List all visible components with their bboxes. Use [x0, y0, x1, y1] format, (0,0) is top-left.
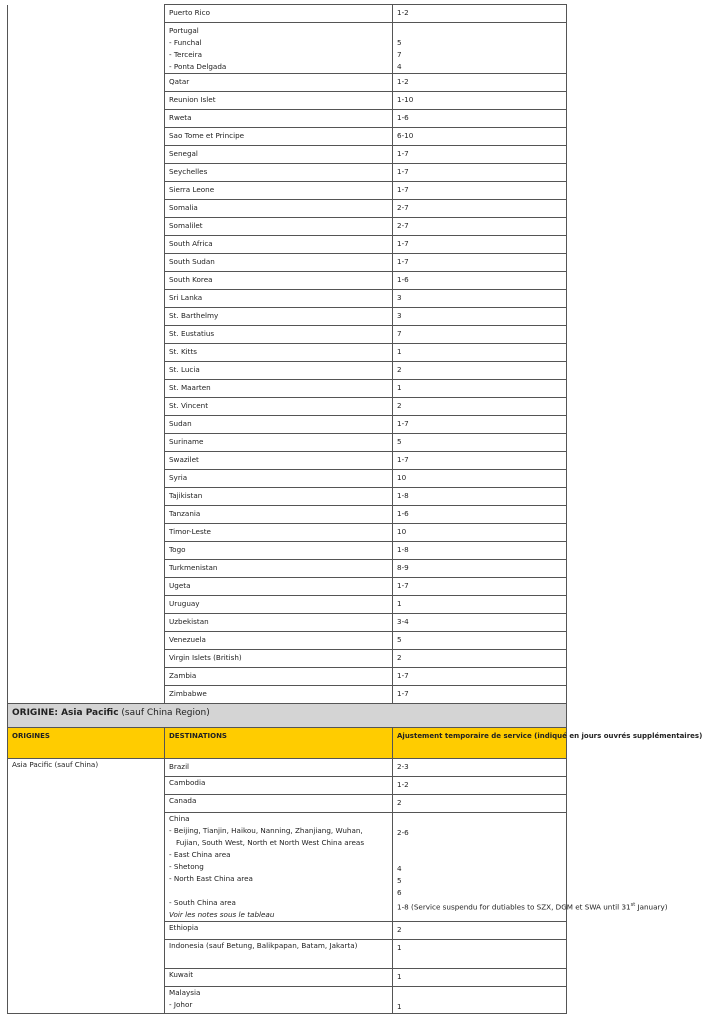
table-row — [8, 272, 567, 290]
origin-cell — [8, 254, 165, 272]
table-row — [8, 236, 567, 254]
destination-name: Rweta — [169, 113, 192, 122]
destination-cell — [165, 506, 393, 524]
origin-cell — [8, 542, 165, 560]
table-row — [8, 200, 567, 218]
header-label: Ajustement temporaire de service (indiqué en jours ouvrés supplémentaires) — [397, 732, 702, 740]
sub-destination: - South China area — [169, 898, 236, 907]
header-label: ORIGINES — [12, 732, 50, 740]
destination-cell — [165, 940, 393, 969]
table-row — [8, 452, 567, 470]
destination-cell — [165, 470, 393, 488]
destination-name: Canada — [169, 796, 197, 805]
adjustment-cell — [393, 182, 567, 200]
adjustment-days: 1-7 — [397, 239, 409, 248]
adjustment-cell — [393, 416, 567, 434]
adjustment-days: 10 — [397, 527, 407, 536]
adjustment-days: 2-6 — [397, 828, 409, 837]
table-row — [8, 218, 567, 236]
destination-cell — [165, 813, 393, 922]
origin-cell — [8, 470, 165, 488]
section-heading — [8, 704, 567, 728]
destination-cell — [165, 128, 393, 146]
table-row — [8, 506, 567, 524]
sub-destination: - Terceira — [169, 50, 202, 59]
origin-cell — [8, 506, 165, 524]
origin-cell — [8, 650, 165, 668]
header-origines — [8, 728, 165, 759]
destination-name: St. Vincent — [169, 401, 209, 410]
adjustment-days: 1-2 — [397, 77, 409, 86]
destination-name: Zambia — [169, 671, 197, 680]
adjustment-cell — [393, 326, 567, 344]
adjustment-days: 1-7 — [397, 419, 409, 428]
adjustment-days: 6-10 — [397, 131, 414, 140]
adjustment-cell — [393, 813, 668, 922]
origin-cell — [8, 434, 165, 452]
destination-cell — [165, 614, 393, 632]
header-label: DESTINATIONS — [169, 732, 227, 740]
table-row — [8, 614, 567, 632]
adjustment-cell — [393, 650, 567, 668]
adjustment-cell — [393, 146, 567, 164]
destination-cell — [165, 380, 393, 398]
origin-cell — [8, 92, 165, 110]
destination-name: Syria — [169, 473, 188, 482]
adjustment-days: 2 — [397, 401, 402, 410]
destination-name: Tajikistan — [169, 491, 203, 500]
adjustment-days: 1-8 — [397, 545, 409, 554]
header-ajustement — [393, 728, 702, 759]
superscript: st — [630, 902, 636, 908]
destination-name: Ethiopia — [169, 923, 199, 932]
destination-cell — [165, 416, 393, 434]
adjustment-cell — [393, 686, 567, 704]
adjustment-cell — [393, 759, 567, 777]
adjustment-days: 5 — [397, 38, 402, 47]
adjustment-cell — [393, 795, 567, 813]
origin-cell — [8, 23, 165, 74]
origin-cell — [8, 182, 165, 200]
destination-name: Timor-Leste — [169, 527, 211, 536]
destination-cell — [165, 596, 393, 614]
table-row — [8, 759, 567, 777]
adjustment-days: 1 — [397, 972, 402, 981]
adjustment-days: 6 — [397, 888, 402, 897]
destination-name: Turkmenistan — [169, 563, 218, 572]
table-row — [8, 578, 567, 596]
adjustment-cell — [393, 272, 567, 290]
destination-cell — [165, 290, 393, 308]
adjustment-cell — [393, 92, 567, 110]
origin-cell — [8, 398, 165, 416]
origin-cell — [8, 578, 165, 596]
adjustment-days: 2 — [397, 653, 402, 662]
adjustment-cell — [393, 5, 567, 23]
adjustment-days: 2 — [397, 365, 402, 374]
adjustment-days: 2 — [397, 925, 402, 934]
destination-name: Malaysia — [169, 988, 201, 997]
adjustment-days: 1 — [397, 347, 402, 356]
origin-cell — [8, 759, 165, 1014]
adjustment-cell — [393, 470, 567, 488]
destination-name: St. Kitts — [169, 347, 198, 356]
destination-cell — [165, 632, 393, 650]
destination-name: Uruguay — [169, 599, 200, 608]
destination-cell — [165, 218, 393, 236]
destination-name: Togo — [169, 545, 186, 554]
destination-name: Virgin Islets (British) — [169, 653, 242, 662]
destination-cell — [165, 254, 393, 272]
adjustment-days: 1-2 — [397, 8, 409, 17]
origin-cell — [8, 560, 165, 578]
table-row — [8, 362, 567, 380]
origin-cell — [8, 128, 165, 146]
table-row — [8, 632, 567, 650]
table-row — [8, 416, 567, 434]
origin-name: Asia Pacific (sauf China) — [12, 760, 99, 769]
adjustment-cell — [393, 542, 567, 560]
destination-name: Cambodia — [169, 778, 206, 787]
adjustment-days: 4 — [397, 864, 402, 873]
origin-cell — [8, 200, 165, 218]
adjustment-cell — [393, 668, 567, 686]
destination-cell — [165, 759, 393, 777]
destination-cell — [165, 650, 393, 668]
destination-name: Venezuela — [169, 635, 206, 644]
section-heading-row — [8, 704, 567, 728]
destination-cell — [165, 236, 393, 254]
table-row — [8, 290, 567, 308]
adjustment-cell — [393, 344, 567, 362]
table-row — [8, 380, 567, 398]
destination-cell — [165, 362, 393, 380]
destination-name: South Korea — [169, 275, 213, 284]
header-destinations — [165, 728, 393, 759]
destination-name: Somalia — [169, 203, 198, 212]
table-row — [8, 326, 567, 344]
destination-name: Puerto Rico — [169, 8, 210, 17]
sub-destination: - Funchal — [169, 38, 202, 47]
adjustment-days: 1-6 — [397, 275, 409, 284]
destination-name: Reunion Islet — [169, 95, 216, 104]
table-row — [8, 398, 567, 416]
origin-cell — [8, 236, 165, 254]
destination-name: Sao Tome et Principe — [169, 131, 245, 140]
table-row — [8, 650, 567, 668]
adjustment-days: 1 — [397, 599, 402, 608]
adjustment-cell — [393, 308, 567, 326]
destination-cell — [165, 398, 393, 416]
adjustment-cell — [393, 164, 567, 182]
destination-name: China — [169, 814, 190, 823]
table-row — [8, 470, 567, 488]
table-row — [8, 542, 567, 560]
destination-cell — [165, 488, 393, 506]
adjustment-days: 1-7 — [397, 689, 409, 698]
adjustment-cell — [393, 614, 567, 632]
destination-name: Somalilet — [169, 221, 203, 230]
adjustment-days: 1-7 — [397, 167, 409, 176]
origin-cell — [8, 164, 165, 182]
adjustment-days: 10 — [397, 473, 407, 482]
table-row — [8, 308, 567, 326]
adjustment-cell — [393, 74, 567, 92]
adjustment-days: 3 — [397, 311, 402, 320]
destination-cell — [165, 578, 393, 596]
origin-cell — [8, 146, 165, 164]
adjustment-cell — [393, 777, 567, 795]
origin-cell — [8, 344, 165, 362]
table-row — [8, 23, 567, 74]
adjustment-cell — [393, 969, 567, 987]
origin-cell — [8, 596, 165, 614]
destination-name: St. Barthelmy — [169, 311, 219, 320]
destination-cell — [165, 795, 393, 813]
table-row — [8, 596, 567, 614]
adjustment-cell — [393, 632, 567, 650]
adjustment-text: January) — [635, 902, 668, 912]
destination-cell — [165, 164, 393, 182]
table-body — [8, 5, 702, 1014]
sub-destination: - North East China area — [169, 874, 253, 883]
adjustment-cell — [393, 434, 567, 452]
destination-cell — [165, 344, 393, 362]
destination-name: South Africa — [169, 239, 213, 248]
origin-cell — [8, 290, 165, 308]
adjustment-days: 5 — [397, 876, 402, 885]
adjustment-days: 4 — [397, 62, 402, 71]
destination-name: Brazil — [169, 762, 190, 771]
adjustment-cell — [393, 940, 567, 969]
adjustment-days: 8-9 — [397, 563, 409, 572]
sub-destination: - Beijing, Tianjin, Haikou, Nanning, Zhanjiang, Wuhan, Fujian, South West, North et North West China areas — [169, 826, 365, 847]
adjustment-days: 1-7 — [397, 671, 409, 680]
adjustment-cell — [393, 398, 567, 416]
origin-cell — [8, 5, 165, 23]
table-row — [8, 128, 567, 146]
destination-name: Qatar — [169, 77, 190, 86]
table-row — [8, 686, 567, 704]
destination-cell — [165, 969, 393, 987]
adjustment-days: 3-4 — [397, 617, 409, 626]
adjustment-days: 2-7 — [397, 203, 409, 212]
adjustment-cell — [393, 560, 567, 578]
destination-cell — [165, 668, 393, 686]
adjustment-days: 1 — [397, 943, 402, 952]
adjustment-days: 7 — [397, 329, 402, 338]
adjustment-cell — [393, 128, 567, 146]
adjustment-cell — [393, 362, 567, 380]
destination-cell — [165, 92, 393, 110]
destination-cell — [165, 524, 393, 542]
origin-cell — [8, 74, 165, 92]
destination-name: Suriname — [169, 437, 204, 446]
destination-name: Uzbekistan — [169, 617, 209, 626]
origin-cell — [8, 326, 165, 344]
adjustment-days: 1 — [397, 383, 402, 392]
destination-name: St. Lucia — [169, 365, 200, 374]
table-row — [8, 524, 567, 542]
destination-name: South Sudan — [169, 257, 215, 266]
section-heading-bold: ORIGINE: Asia Pacific — [12, 708, 119, 718]
adjustment-cell — [393, 922, 567, 940]
table-row — [8, 434, 567, 452]
origin-cell — [8, 668, 165, 686]
adjustment-days: 2 — [397, 798, 402, 807]
destination-cell — [165, 434, 393, 452]
destination-cell — [165, 200, 393, 218]
destination-name: Indonesia (sauf Betung, Balikpapan, Batam, Jakarta) — [169, 941, 358, 950]
origin-cell — [8, 308, 165, 326]
destination-cell — [165, 272, 393, 290]
adjustment-days: 1-8 — [397, 491, 409, 500]
destination-cell — [165, 987, 393, 1014]
table-row — [8, 92, 567, 110]
table-note: Voir les notes sous le tableau — [169, 910, 275, 919]
destination-name: Zimbabwe — [169, 689, 207, 698]
table-row — [8, 164, 567, 182]
adjustment-text: 1-8 (Service suspendu for dutiables to SZX, DGM et SWA until 31 — [397, 902, 631, 912]
destination-cell — [165, 5, 393, 23]
destination-cell — [165, 326, 393, 344]
origin-cell — [8, 686, 165, 704]
table-row — [8, 560, 567, 578]
origin-cell — [8, 488, 165, 506]
destination-cell — [165, 146, 393, 164]
adjustment-days: 1-6 — [397, 113, 409, 122]
table-row — [8, 668, 567, 686]
destination-cell — [165, 560, 393, 578]
destination-cell — [165, 308, 393, 326]
destination-name: Senegal — [169, 149, 198, 158]
adjustment-days: 5 — [397, 437, 402, 446]
origin-cell — [8, 272, 165, 290]
table-row — [8, 74, 567, 92]
adjustment-cell — [393, 236, 567, 254]
adjustment-days: 1-10 — [397, 95, 414, 104]
adjustment-cell — [393, 380, 567, 398]
sub-destination: - Shetong — [169, 862, 204, 871]
adjustment-days: 1-2 — [397, 780, 409, 789]
sub-destination: - Johor — [169, 1000, 193, 1009]
adjustment-cell — [393, 23, 567, 74]
destination-cell — [165, 110, 393, 128]
destination-name: Sri Lanka — [169, 293, 203, 302]
origin-cell — [8, 524, 165, 542]
destination-name: St. Maarten — [169, 383, 211, 392]
destination-cell — [165, 777, 393, 795]
table-row — [8, 5, 567, 23]
destination-name: Tanzania — [169, 509, 201, 518]
origin-cell — [8, 218, 165, 236]
adjustment-days: 1-7 — [397, 581, 409, 590]
destination-name: Ugeta — [169, 581, 191, 590]
adjustment-days: 7 — [397, 50, 402, 59]
destination-name: Seychelles — [169, 167, 208, 176]
table-row — [8, 254, 567, 272]
table-row — [8, 146, 567, 164]
adjustment-days: 3 — [397, 293, 402, 302]
origin-cell — [8, 452, 165, 470]
adjustment-cell — [393, 290, 567, 308]
adjustment-days: 5 — [397, 635, 402, 644]
table-row — [8, 488, 567, 506]
adjustment-cell — [393, 596, 567, 614]
destination-cell — [165, 23, 393, 74]
adjustment-days — [397, 899, 668, 913]
destination-cell — [165, 922, 393, 940]
adjustment-days: 1 — [397, 1002, 402, 1011]
sub-destination: - Ponta Delgada — [169, 62, 227, 71]
adjustment-cell — [393, 452, 567, 470]
adjustment-cell — [393, 254, 567, 272]
destination-cell — [165, 542, 393, 560]
table-row — [8, 182, 567, 200]
adjustment-days: 1-7 — [397, 149, 409, 158]
sub-destination: - East China area — [169, 850, 231, 859]
destination-name: Swazilet — [169, 455, 199, 464]
destination-cell — [165, 74, 393, 92]
adjustment-cell — [393, 506, 567, 524]
adjustment-cell — [393, 488, 567, 506]
origin-cell — [8, 614, 165, 632]
service-adjustment-table — [7, 4, 702, 1014]
table-row — [8, 110, 567, 128]
origin-cell — [8, 110, 165, 128]
adjustment-days: 2-7 — [397, 221, 409, 230]
destination-cell — [165, 686, 393, 704]
destination-cell — [165, 182, 393, 200]
table-row — [8, 344, 567, 362]
adjustment-cell — [393, 578, 567, 596]
adjustment-cell — [393, 218, 567, 236]
column-header-row — [8, 728, 567, 759]
origin-cell — [8, 380, 165, 398]
adjustment-cell — [393, 110, 567, 128]
destination-name: Kuwait — [169, 970, 194, 979]
adjustment-cell — [393, 200, 567, 218]
adjustment-days: 2-3 — [397, 762, 409, 771]
origin-cell — [8, 416, 165, 434]
section-heading-rest: (sauf China Region) — [118, 708, 210, 718]
adjustment-days: 1-6 — [397, 509, 409, 518]
adjustment-days: 1-7 — [397, 185, 409, 194]
adjustment-cell — [393, 524, 567, 542]
destination-name: Sudan — [169, 419, 192, 428]
adjustment-cell — [393, 987, 567, 1014]
destination-name: St. Eustatius — [169, 329, 215, 338]
destination-name: Portugal — [169, 26, 199, 35]
adjustment-days: 1-7 — [397, 257, 409, 266]
destination-cell — [165, 452, 393, 470]
adjustment-days: 1-7 — [397, 455, 409, 464]
destination-name: Sierra Leone — [169, 185, 215, 194]
origin-cell — [8, 632, 165, 650]
origin-cell — [8, 362, 165, 380]
